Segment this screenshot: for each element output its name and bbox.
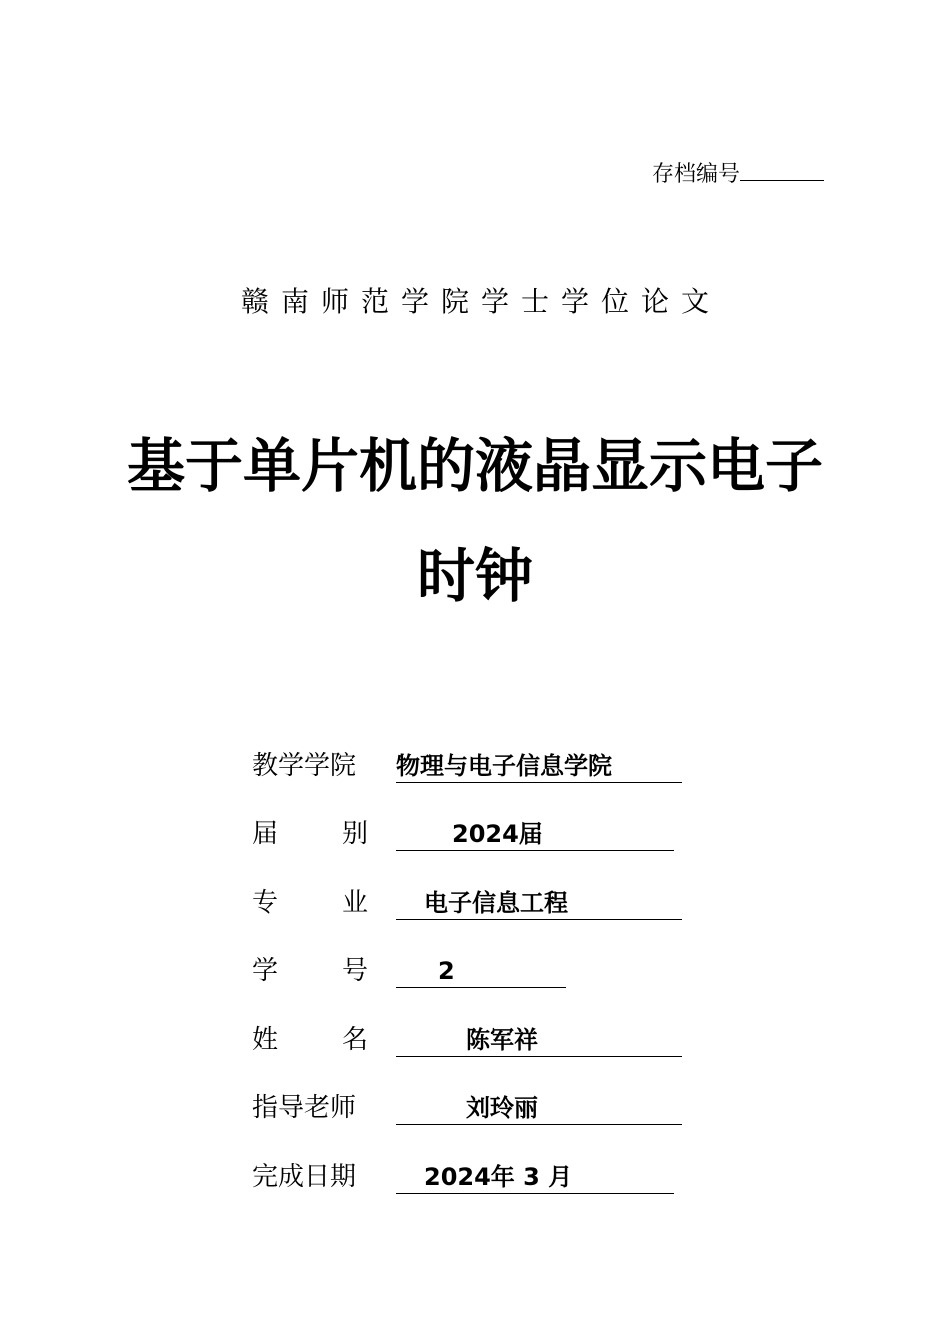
archive-number-blank[interactable] <box>740 158 824 181</box>
advisor-value: 刘玲丽 <box>396 1088 682 1125</box>
date-value: 2024年 3 月 <box>396 1157 674 1194</box>
thesis-title-line-2: 时钟 <box>416 542 533 610</box>
major-value: 电子信息工程 <box>396 883 682 920</box>
major-label-char-1: 专 <box>252 888 279 918</box>
student-id-value: 2 <box>396 951 566 988</box>
major-label <box>252 883 368 923</box>
college-value: 物理与电子信息学院 <box>396 746 682 783</box>
university-heading: 赣南师范学院学士学位论文 <box>240 285 721 318</box>
session-label-char-1: 届 <box>252 819 279 849</box>
date-label: 完成日期 <box>252 1162 357 1192</box>
advisor-label: 指导老师 <box>252 1093 357 1123</box>
student-id-label-char-2: 号 <box>341 956 368 986</box>
archive-number-label: 存档编号 <box>652 162 741 187</box>
name-label <box>252 1020 368 1060</box>
name-label-char-1: 姓 <box>252 1025 279 1055</box>
session-label-char-2: 别 <box>341 819 368 849</box>
student-id-label-char-1: 学 <box>252 956 279 986</box>
student-id-label <box>252 951 368 991</box>
college-label: 教学学院 <box>252 751 357 781</box>
thesis-title-line-1: 基于单片机的液晶显示电子 <box>126 432 823 500</box>
major-label-char-2: 业 <box>341 888 368 918</box>
session-value: 2024届 <box>396 814 674 851</box>
session-label <box>252 814 368 854</box>
archive-number <box>652 158 824 190</box>
name-label-char-2: 名 <box>341 1025 368 1055</box>
name-value: 陈军祥 <box>396 1020 682 1057</box>
